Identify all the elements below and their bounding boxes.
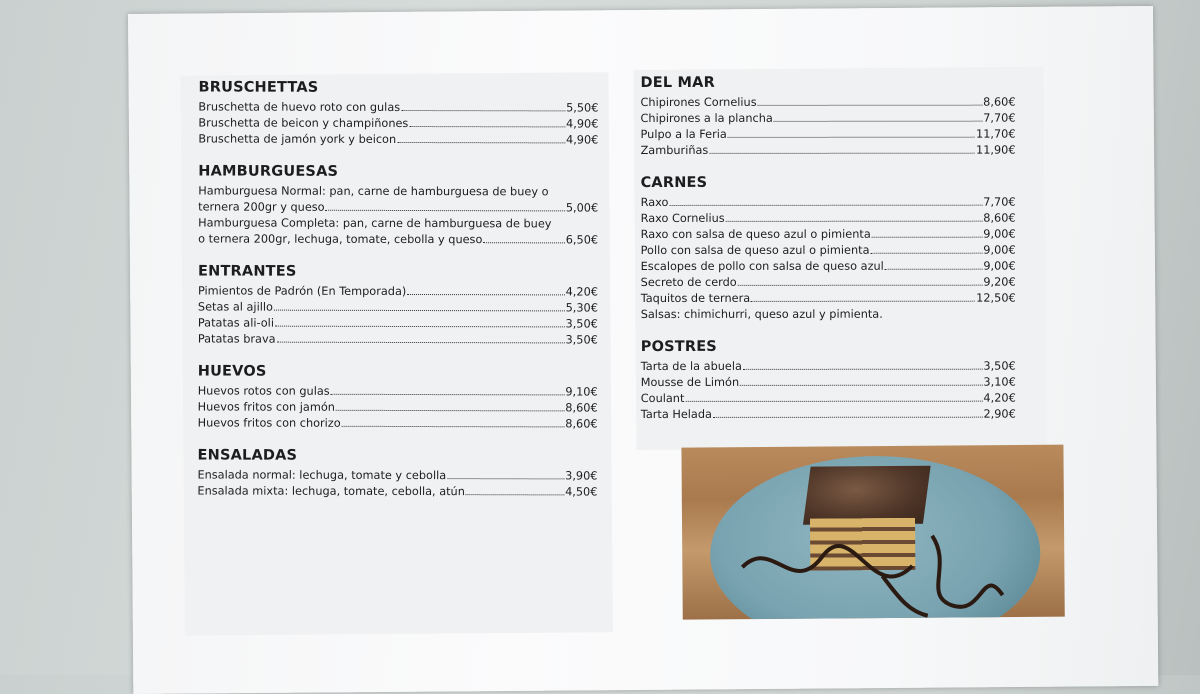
menu-item [198, 315, 598, 332]
dessert-photo [681, 445, 1064, 620]
item-price: 3,50€ [565, 333, 598, 347]
item-name: Huevos fritos con chorizo [197, 416, 341, 430]
dot-leader [336, 401, 564, 412]
item-price: 2,90€ [983, 407, 1016, 421]
dot-leader [326, 201, 565, 212]
item-name: Setas al ajillo [197, 300, 273, 314]
dot-leader [466, 485, 564, 495]
section-title: ENTRANTES [197, 263, 297, 280]
section-title: HAMBURGUESAS [198, 163, 339, 180]
dot-leader [728, 128, 975, 138]
menu-item [641, 211, 1016, 227]
dot-leader [685, 392, 982, 402]
item-name: Hamburguesa Completa: pan, carne de hamburguesa de buey [198, 216, 552, 231]
item-name: Chipirones a la plancha [640, 111, 773, 125]
dot-leader [275, 317, 565, 328]
dot-leader [885, 260, 983, 270]
menu-item [198, 383, 598, 400]
menu-item [198, 199, 598, 216]
item-name: Patatas ali-oli [197, 316, 274, 330]
item-price: 4,20€ [565, 285, 598, 299]
item-name: Coulant [640, 391, 685, 405]
menu-right-column [640, 75, 1015, 439]
menu-item [198, 99, 598, 116]
menu-item [641, 375, 1016, 391]
item-name: Ensalada mixta: lechuga, tomate, cebolla, atún [197, 484, 465, 499]
item-name: Mousse de Limón [640, 375, 740, 389]
menu-left-column [197, 79, 598, 516]
section-title: DEL MAR [640, 74, 715, 91]
menu-sheet [128, 6, 1158, 694]
menu-item [198, 115, 598, 132]
item-price: 12,50€ [976, 291, 1016, 305]
menu-item [197, 467, 597, 484]
section-title: ENSALADAS [197, 447, 298, 464]
item-name: o ternera 200gr, lechuga, tomate, cebolla y queso [198, 232, 483, 247]
menu-item [641, 391, 1016, 407]
item-name: ternera 200gr y queso [198, 200, 325, 214]
item-price: 4,20€ [983, 391, 1016, 405]
section-title: POSTRES [640, 338, 717, 355]
menu-item [198, 231, 598, 248]
menu-item [641, 359, 1016, 375]
dot-leader [409, 117, 565, 127]
menu-item [641, 95, 1016, 111]
dot-leader [726, 212, 983, 222]
item-name: Raxo [640, 195, 669, 209]
item-name: Hamburguesa Normal: pan, carne de hamburguesa de buey o [198, 184, 549, 199]
dot-leader [738, 276, 983, 286]
item-name: Patatas brava [197, 332, 276, 346]
dot-leader [483, 233, 564, 243]
item-price: 11,70€ [976, 127, 1016, 141]
item-name: Tarta Helada [640, 407, 712, 421]
item-price: 9,00€ [983, 259, 1016, 273]
menu-section [641, 339, 1016, 423]
menu-item [641, 259, 1016, 275]
dot-leader [401, 101, 565, 111]
item-name: Pulpo a la Feria [640, 127, 727, 141]
item-price: 9,20€ [983, 275, 1016, 289]
menu-item [198, 299, 598, 316]
dot-leader [407, 285, 564, 295]
menu-item [641, 275, 1016, 291]
item-price: 8,60€ [565, 417, 598, 431]
item-price: 11,90€ [976, 143, 1016, 157]
section-title: BRUSCHETTAS [198, 79, 319, 96]
item-price: 3,50€ [565, 317, 598, 331]
menu-item [641, 143, 1016, 159]
item-price: 3,90€ [565, 469, 598, 483]
item-name: Taquitos de ternera [640, 291, 751, 305]
dot-leader [331, 385, 565, 396]
item-price: 5,30€ [565, 301, 598, 315]
item-price: 8,60€ [983, 95, 1016, 109]
menu-section [640, 75, 1015, 159]
item-name: Bruschetta de huevo roto con gulas [198, 100, 401, 114]
item-name: Ensalada normal: lechuga, tomate y cebolla [197, 468, 447, 483]
item-name: Bruschetta de beicon y champiñones [198, 116, 409, 130]
menu-item [198, 183, 598, 200]
item-name: Tarta de la abuela [640, 359, 742, 373]
item-price: 4,90€ [565, 133, 599, 147]
menu-section [198, 263, 598, 348]
item-price: 8,60€ [565, 401, 598, 415]
dot-leader [774, 112, 982, 122]
dot-leader [342, 417, 565, 428]
item-price: 5,00€ [565, 201, 599, 215]
item-price: 3,50€ [983, 359, 1016, 373]
dot-leader [758, 96, 983, 106]
dot-leader [277, 333, 565, 344]
dot-leader [871, 244, 983, 254]
dot-leader [447, 469, 564, 479]
item-name: Huevos fritos con jamón [197, 400, 335, 414]
item-name: Chipirones Cornelius [640, 95, 757, 109]
item-name: Huevos rotos con gulas [197, 384, 330, 398]
menu-item [641, 243, 1016, 259]
dot-leader [709, 144, 975, 154]
item-price: 7,70€ [983, 195, 1016, 209]
dot-leader [669, 196, 982, 206]
menu-item [641, 227, 1016, 243]
item-name: Raxo con salsa de queso azul o pimienta [640, 227, 871, 241]
item-price: 4,50€ [565, 485, 598, 499]
menu-item [198, 131, 598, 148]
dot-leader [397, 133, 565, 143]
menu-item [198, 399, 598, 416]
item-name: Secreto de cerdo [640, 275, 737, 289]
menu-section [641, 175, 1016, 323]
item-price: 6,50€ [565, 233, 599, 247]
dot-leader [713, 408, 983, 418]
menu-item [641, 291, 1016, 307]
menu-item [198, 415, 598, 432]
menu-item [641, 407, 1016, 423]
section-title: HUEVOS [197, 363, 267, 380]
item-price: 9,10€ [565, 385, 598, 399]
item-name: Pollo con salsa de queso azul o pimienta [640, 243, 870, 257]
item-price: 3,10€ [983, 375, 1016, 389]
dot-leader [751, 292, 975, 302]
dot-leader [274, 301, 565, 312]
item-name: Escalopes de pollo con salsa de queso azul [640, 259, 884, 273]
menu-section [198, 163, 598, 248]
item-price: 8,60€ [983, 211, 1016, 225]
menu-item [641, 195, 1016, 211]
sauces-note: Salsas: chimichurri, queso azul y pimienta. [640, 307, 883, 321]
item-name: Raxo Cornelius [640, 211, 725, 225]
menu-item [198, 215, 598, 232]
menu-item [197, 483, 597, 500]
item-price: 9,00€ [983, 243, 1016, 257]
item-price: 9,00€ [983, 227, 1016, 241]
section-title: CARNES [640, 174, 708, 191]
item-name: Bruschetta de jamón york y beicon [198, 132, 397, 146]
item-name: Zamburiñas [640, 143, 709, 157]
menu-section [197, 447, 597, 500]
item-price: 7,70€ [983, 111, 1016, 125]
menu-section [198, 363, 598, 432]
dot-leader [743, 360, 982, 370]
item-price: 4,90€ [566, 117, 599, 131]
menu-item [641, 127, 1016, 143]
dot-leader [872, 228, 983, 238]
menu-item [198, 283, 598, 300]
menu-item [198, 331, 598, 348]
dot-leader [740, 376, 982, 386]
chocolate-drizzle [681, 445, 1064, 620]
menu-section [198, 79, 598, 148]
item-name: Pimientos de Padrón (En Temporada) [197, 284, 407, 298]
menu-item [641, 111, 1016, 127]
item-price: 5,50€ [566, 101, 599, 115]
